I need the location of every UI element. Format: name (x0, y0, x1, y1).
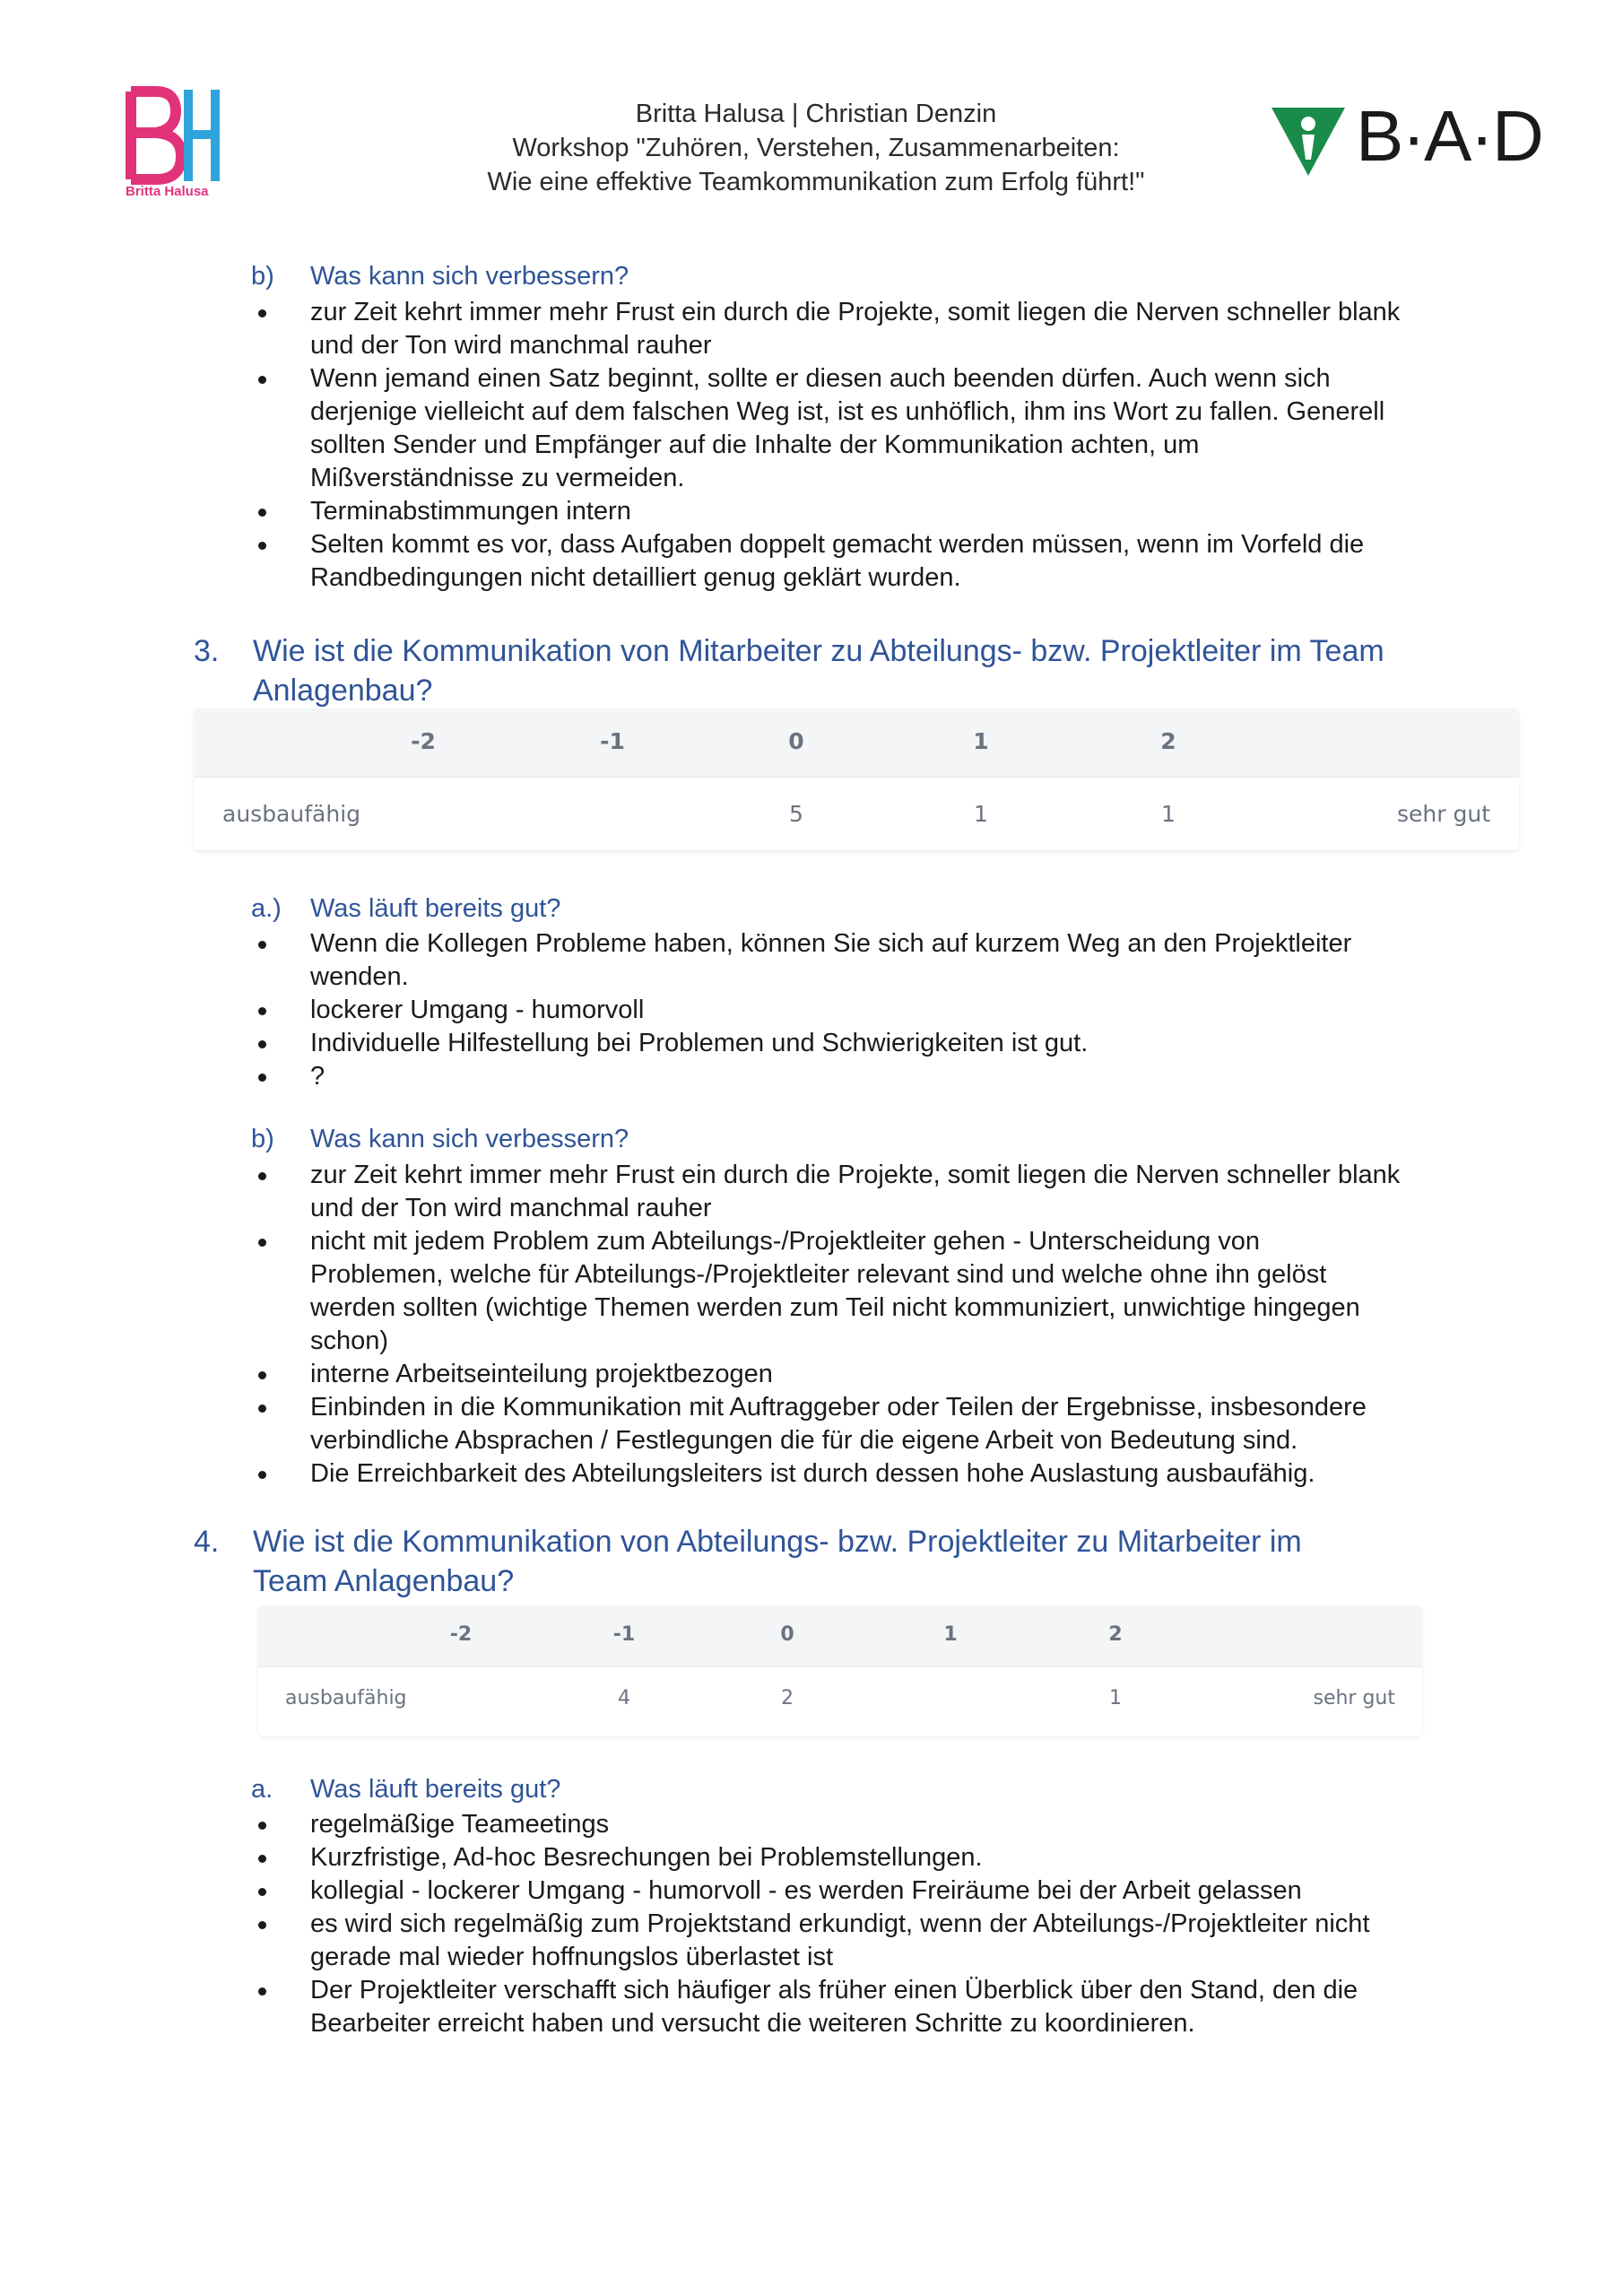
line: wenden. (310, 962, 409, 991)
rating-header-row (194, 709, 1519, 778)
rating-count: 1 (974, 801, 988, 827)
q3-sub-a (251, 892, 1506, 926)
line: Der Projektleiter verschafft sich häufiger als früher einen Überblick über den Stand, den die (310, 1976, 1358, 2005)
sub-title: Was kann sich verbessern? (310, 262, 629, 291)
line: Bearbeiter erreicht haben und versucht die weiteren Schritte zu koordinieren. (310, 2009, 1195, 2038)
question-number: 3. (194, 634, 220, 668)
rating-right-label: sehr gut (1313, 1687, 1395, 1709)
rating-count: 1 (1109, 1687, 1122, 1709)
rating-right-label: sehr gut (1397, 801, 1490, 827)
bullet-icon (258, 1007, 266, 1015)
line: verbindliche Absprachen / Festlegungen die für die eigene Arbeit von Bedeutung sind. (310, 1426, 1298, 1455)
list-item (251, 296, 1524, 362)
list-item (251, 1874, 1524, 1908)
q3-bullets-b (251, 1159, 1524, 1491)
bullet-icon (258, 542, 266, 550)
rating-count: 1 (1161, 801, 1176, 827)
bh-logo-caption: Britta Halusa (126, 184, 209, 199)
list-item (251, 994, 1524, 1027)
q4-rating-table (258, 1605, 1422, 1736)
list-item (251, 1060, 1524, 1093)
bullet-icon (258, 1888, 266, 1896)
line: nicht mit jedem Problem zum Abteilungs-/Projektleiter gehen - Unterscheidung von (310, 1227, 1261, 1256)
header-logo-bad (1268, 100, 1349, 186)
rating-body-row (194, 778, 1519, 849)
line: Die Erreichbarkeit des Abteilungsleiters ist durch dessen hohe Auslastung ausbaufähig. (310, 1459, 1315, 1488)
rating-count: 5 (789, 801, 803, 827)
scale-label: -1 (600, 728, 625, 754)
q3-bullets-a (251, 927, 1524, 1093)
line: regelmäßige Teameetings (310, 1810, 610, 1839)
sub-title: Was kann sich verbessern? (310, 1125, 629, 1153)
line: Terminabstimmungen intern (310, 497, 631, 526)
line: Wenn jemand einen Satz beginnt, sollte er diesen auch beenden dürfen. Auch wenn sich (310, 364, 1331, 393)
rating-left-label: ausbaufähig (285, 1687, 407, 1709)
scale-label: 2 (1160, 728, 1176, 754)
rating-count: 4 (618, 1687, 630, 1709)
bullet-icon (258, 1239, 266, 1247)
line: Randbedingungen nicht detailliert genug geklärt wurden. (310, 563, 961, 592)
line: kollegial - lockerer Umgang - humorvoll - es werden Freiräume bei der Arbeit gelassen (310, 1876, 1302, 1905)
header-line: Britta Halusa | Christian Denzin (635, 100, 997, 128)
scale-label: 0 (780, 1623, 794, 1646)
q4-bullets-a (251, 1808, 1524, 2040)
bullet-icon (258, 1172, 266, 1180)
line: Mißverständnisse zu vermeiden. (310, 464, 685, 492)
list-item (251, 1225, 1524, 1358)
rating-left-label: ausbaufähig (222, 801, 361, 827)
list-item (251, 528, 1524, 595)
bullet-icon (258, 1405, 266, 1413)
line: zur Zeit kehrt immer mehr Frust ein durch die Projekte, somit liegen die Nerven schneller blank (310, 298, 1401, 326)
question-title-line: Team Anlagenbau? (253, 1564, 515, 1598)
list-item (251, 1027, 1524, 1060)
question-title-line: Anlagenbau? (253, 674, 433, 708)
list-item (251, 1159, 1524, 1225)
bullet-icon (258, 1371, 266, 1379)
scale-label: -2 (411, 728, 436, 754)
header-line: Wie eine effektive Teamkommunikation zum Erfolg führt!" (487, 168, 1145, 196)
scale-label: 0 (788, 728, 804, 754)
header-title (430, 97, 1202, 199)
q3-rating-table (194, 709, 1519, 850)
sub-label: a. (251, 1775, 273, 1804)
list-item (251, 1908, 1524, 1974)
question-title-line: Wie ist die Kommunikation von Abteilungs- bzw. Projektleiter zu Mitarbeiter im (253, 1525, 1302, 1559)
line: interne Arbeitseinteilung projektbezogen (310, 1360, 773, 1388)
line: Einbinden in die Kommunikation mit Auftraggeber oder Teilen der Ergebnisse, insbesondere (310, 1393, 1367, 1422)
bullet-icon (258, 1040, 266, 1048)
scale-label: -1 (612, 1623, 636, 1646)
rating-count: 2 (781, 1687, 794, 1709)
line: werden sollten (wichtige Themen werden zum Teil nicht kommuniziert, unwichtige hingegen (310, 1293, 1360, 1322)
bullet-icon (258, 1074, 266, 1082)
rating-body-row (258, 1667, 1422, 1735)
question-title-line: Wie ist die Kommunikation von Mitarbeiter zu Abteilungs- bzw. Projektleiter im Team (253, 634, 1384, 668)
line: Wenn die Kollegen Probleme haben, können Sie sich auf kurzem Weg an den Projektleiter (310, 929, 1352, 958)
line: zur Zeit kehrt immer mehr Frust ein durch die Projekte, somit liegen die Nerven schneller blank (310, 1161, 1401, 1189)
scale-label: 1 (973, 728, 989, 754)
bad-logo-text: B·A·D (1356, 96, 1542, 176)
line: derjenige vielleicht auf dem falschen Weg ist, ist es unhöflich, ihm ins Wort zu fallen. Generell (310, 397, 1385, 426)
list-item (251, 1841, 1524, 1874)
line: Selten kommt es vor, dass Aufgaben doppelt gemacht werden müssen, wenn im Vorfeld die (310, 530, 1365, 559)
line: ? (310, 1062, 325, 1091)
bullet-icon (258, 376, 266, 384)
scale-label: -2 (449, 1623, 473, 1646)
line: Individuelle Hilfestellung bei Problemen und Schwierigkeiten ist gut. (310, 1029, 1089, 1057)
sub-label: a.) (251, 894, 282, 923)
bullet-icon (258, 1855, 266, 1863)
line: gerade mal wieder hoffnungslos überlastet ist (310, 1943, 834, 1971)
list-item (251, 1808, 1524, 1841)
bullet-icon (258, 1822, 266, 1830)
bullet-icon (258, 509, 266, 517)
q3-sub-b (251, 1123, 1506, 1156)
sub-label: b) (251, 1125, 274, 1153)
bullet-icon (258, 1921, 266, 1929)
bh-logo-icon (126, 86, 224, 185)
list-item (251, 1358, 1524, 1391)
list-item (251, 495, 1524, 528)
sub-title: Was läuft bereits gut? (310, 1775, 561, 1804)
header-line: Workshop "Zuhören, Verstehen, Zusammenarbeiten: (512, 134, 1120, 162)
rating-header-row (258, 1605, 1422, 1667)
list-item (251, 1457, 1524, 1491)
scale-label: 1 (943, 1623, 958, 1646)
line: sollten Sender und Empfänger auf die Inhalte der Kommunikation achten, um (310, 430, 1200, 459)
bullet-icon (258, 1471, 266, 1479)
line: schon) (310, 1326, 389, 1355)
top-sub-b (251, 260, 1506, 293)
scale-label: 2 (1108, 1623, 1123, 1646)
q4-sub-a (251, 1773, 1506, 1806)
sub-title: Was läuft bereits gut? (310, 894, 561, 923)
line: und der Ton wird manchmal rauher (310, 331, 712, 360)
bad-logo-icon (1268, 100, 1349, 181)
question-number: 4. (194, 1525, 220, 1559)
bullet-icon (258, 309, 266, 317)
line: Problemen, welche für Abteilungs-/Projektleiter relevant sind und welche ohne ihn gelöst (310, 1260, 1327, 1289)
list-item (251, 927, 1524, 994)
top-bullets (251, 296, 1524, 595)
q4-heading (194, 1522, 1539, 1601)
line: lockerer Umgang - humorvoll (310, 996, 645, 1024)
bullet-icon (258, 941, 266, 949)
bullet-icon (258, 1987, 266, 1996)
line: Kurzfristige, Ad-hoc Besrechungen bei Problemstellungen. (310, 1843, 983, 1872)
line: und der Ton wird manchmal rauher (310, 1194, 712, 1222)
sub-label: b) (251, 262, 274, 291)
list-item (251, 1391, 1524, 1457)
q3-heading (194, 631, 1539, 710)
line: es wird sich regelmäßig zum Projektstand erkundigt, wenn der Abteilungs-/Projektleiter nicht (310, 1909, 1370, 1938)
list-item (251, 362, 1524, 495)
list-item (251, 1974, 1524, 2040)
